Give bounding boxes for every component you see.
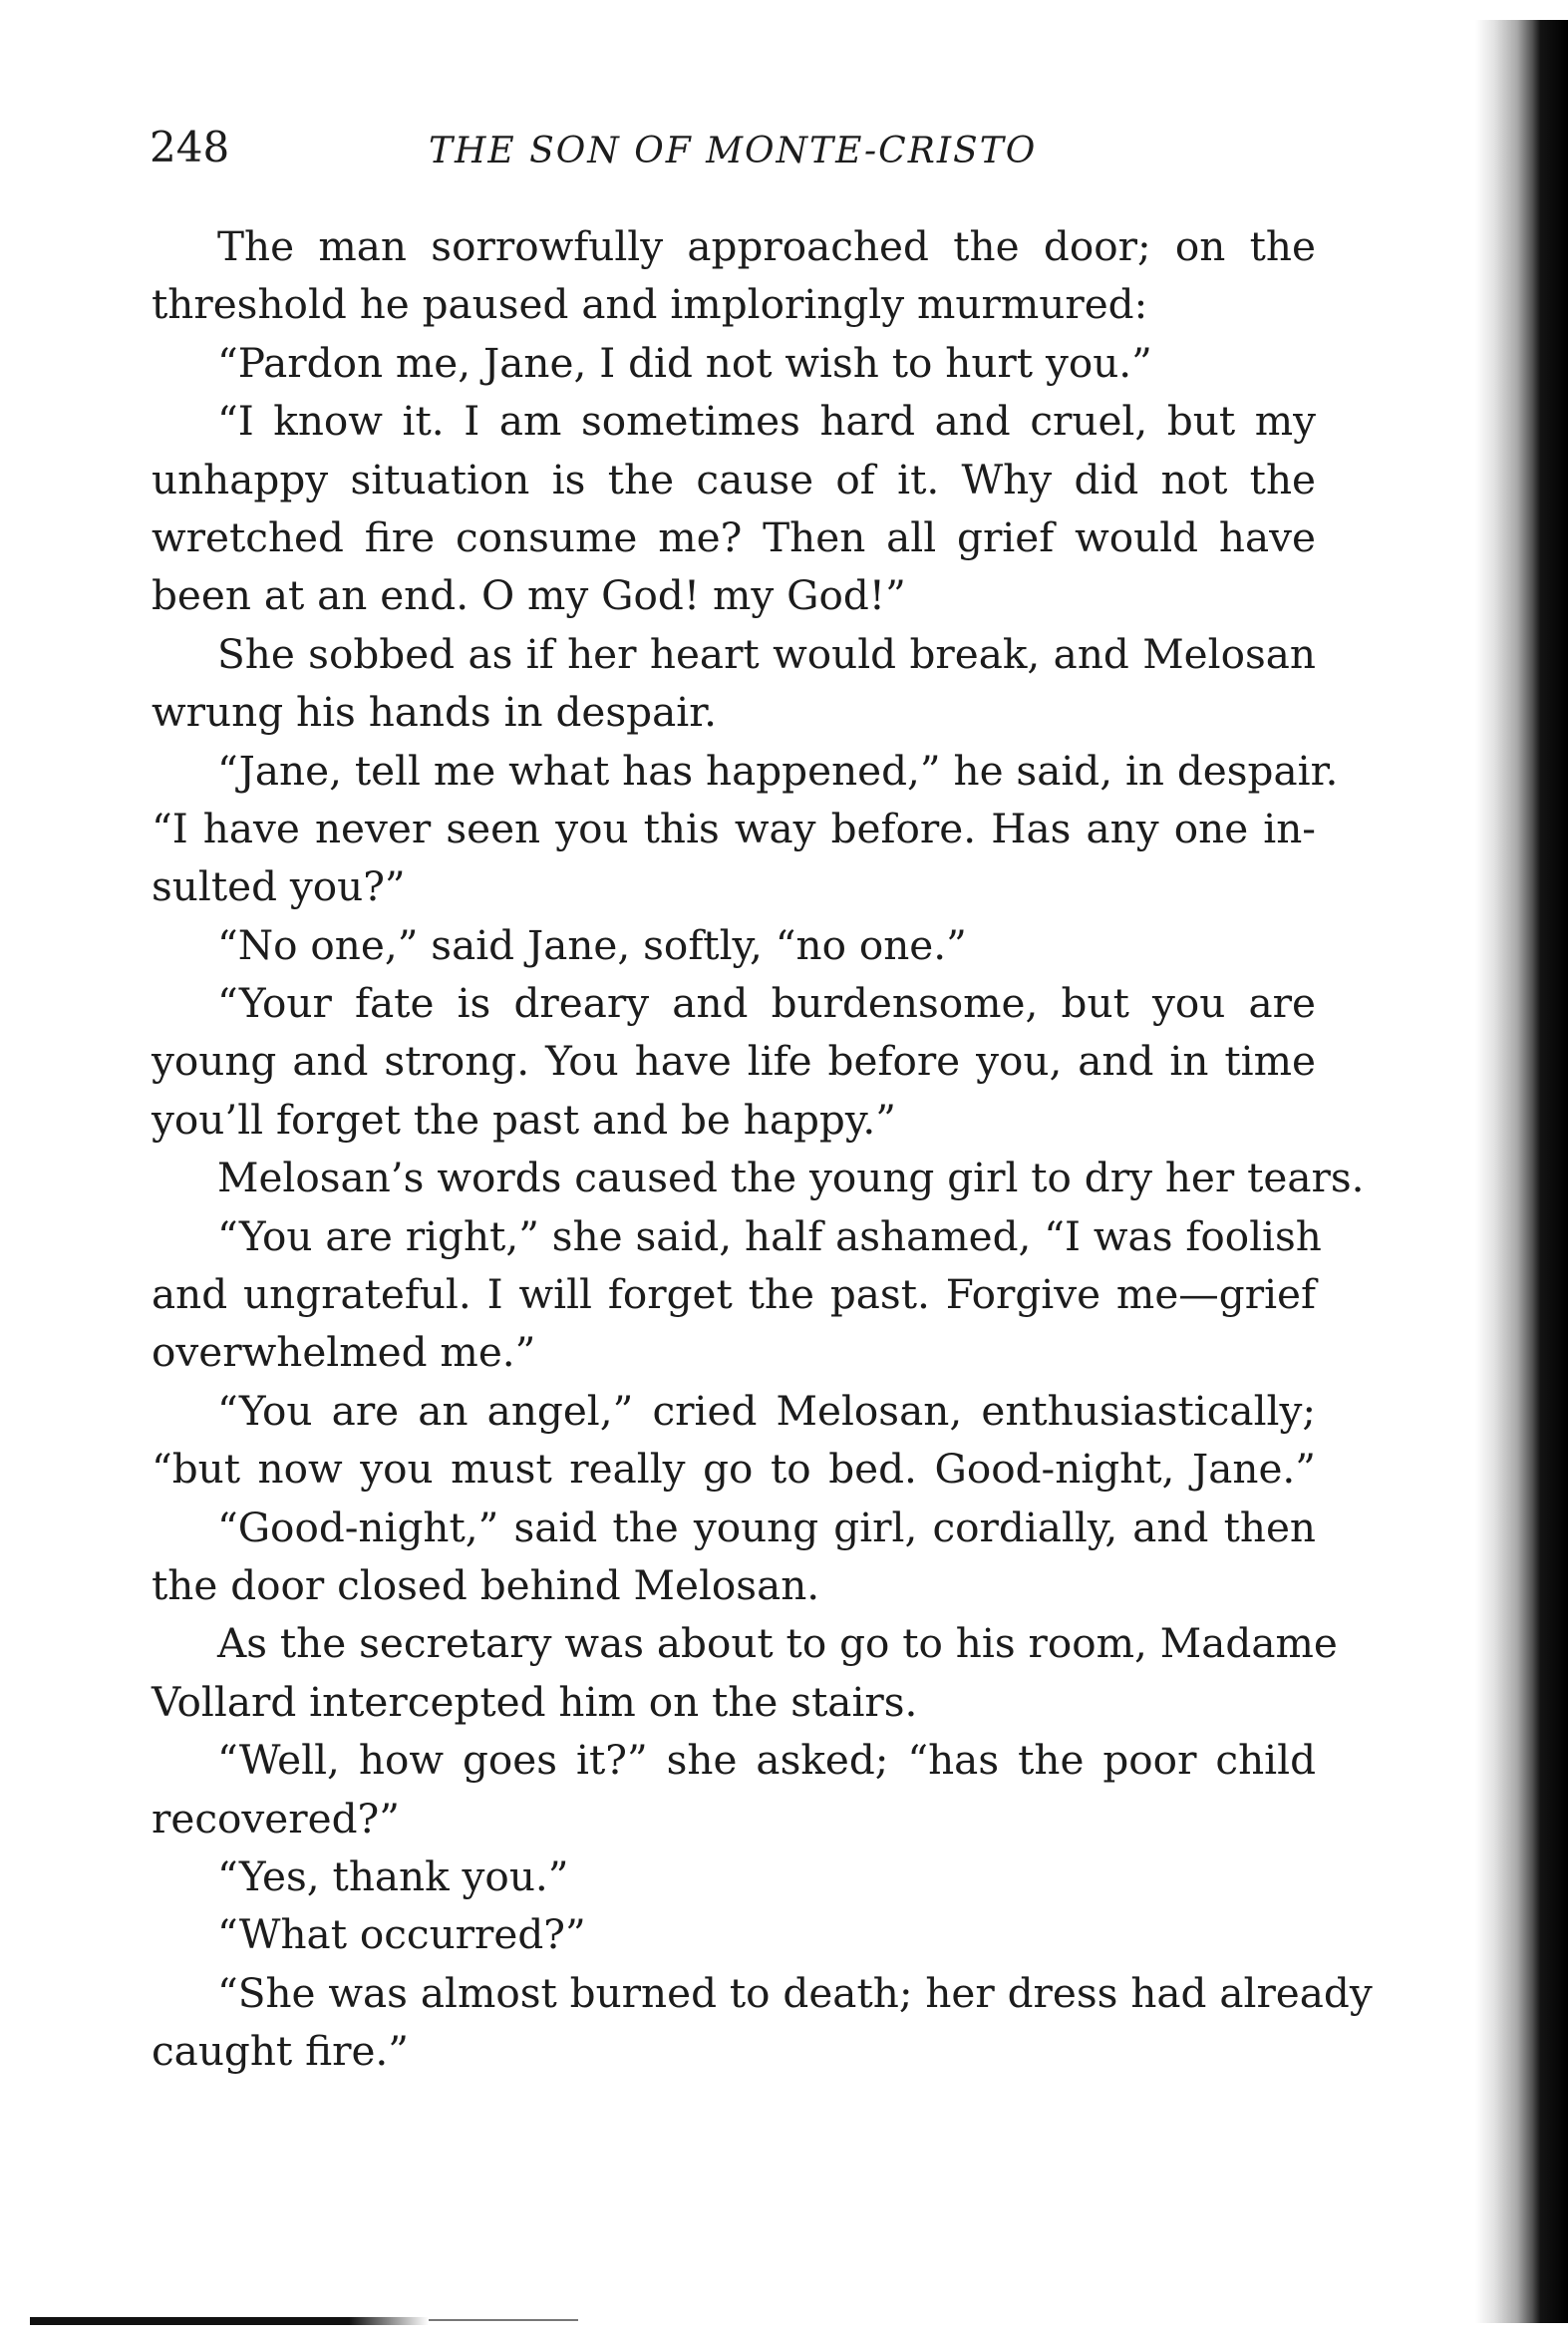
- text-line: young and strong. You have life before you, and in time: [152, 1037, 1316, 1086]
- text-line: wrung his hands in despair.: [152, 688, 717, 737]
- text-line: Melosan’s words caused the young girl to dry her tears.: [217, 1154, 1365, 1202]
- text-line: “Jane, tell me what has happened,” he said, in despair.: [217, 746, 1339, 795]
- text-line: been at an end. O my God! my God!”: [152, 571, 906, 620]
- book-spine-shadow: [1475, 20, 1568, 2323]
- text-line: “Pardon me, Jane, I did not wish to hurt you.”: [217, 338, 1152, 387]
- text-line: “but now you must really go to bed. Good-night, Jane.”: [152, 1445, 1316, 1494]
- text-line: “Yes, thank you.”: [217, 1851, 569, 1900]
- text-line: “I have never seen you this way before. Has any one in-: [152, 804, 1316, 852]
- text-line: you’ll forget the past and be happy.”: [152, 1095, 896, 1144]
- text-line: “You are an angel,” cried Melosan, enthusiastically;: [217, 1386, 1316, 1435]
- text-line: As the secretary was about to go to his room, Madame: [217, 1619, 1338, 1668]
- text-line: “Your fate is dreary and burdensome, but you are: [217, 979, 1316, 1028]
- text-line: “What occurred?”: [217, 1910, 586, 1959]
- text-line: caught fire.”: [152, 2027, 409, 2076]
- bottom-rule: [30, 2317, 429, 2325]
- text-line: “She was almost burned to death; her dress had already: [217, 1968, 1373, 2017]
- text-line: threshold he paused and imploringly murmured:: [152, 280, 1148, 329]
- text-line: “No one,” said Jane, softly, “no one.”: [217, 920, 967, 969]
- text-line: the door closed behind Melosan.: [152, 1560, 820, 1609]
- text-line: “Good-night,” said the young girl, cordially, and then: [217, 1503, 1316, 1551]
- text-line: She sobbed as if her heart would break, and Melosan: [217, 629, 1316, 678]
- text-line: Vollard intercepted him on the stairs.: [152, 1677, 918, 1726]
- text-line: wretched fire consume me? Then all grief would have: [152, 512, 1316, 561]
- running-title: THE SON OF MONTE-CRISTO: [429, 131, 1038, 171]
- bottom-rule-tail: [429, 2319, 578, 2321]
- text-line: recovered?”: [152, 1794, 400, 1843]
- text-line: “You are right,” she said, half ashamed, “I was foolish: [217, 1211, 1322, 1260]
- text-line: sulted you?”: [152, 862, 406, 911]
- text-line: and ungrateful. I will forget the past. Forgive me—grief: [152, 1270, 1316, 1319]
- text-line: overwhelmed me.”: [152, 1328, 536, 1377]
- body-text: [152, 217, 1373, 2081]
- page-header: [150, 118, 1316, 187]
- text-line: The man sorrowfully approached the door; on the: [217, 222, 1316, 270]
- text-line: “Well, how goes it?” she asked; “has the poor child: [217, 1736, 1316, 1785]
- text-line: unhappy situation is the cause of it. Why did not the: [152, 455, 1316, 503]
- page-number: 248: [150, 123, 230, 171]
- text-line: “I know it. I am sometimes hard and cruel, but my: [217, 397, 1316, 446]
